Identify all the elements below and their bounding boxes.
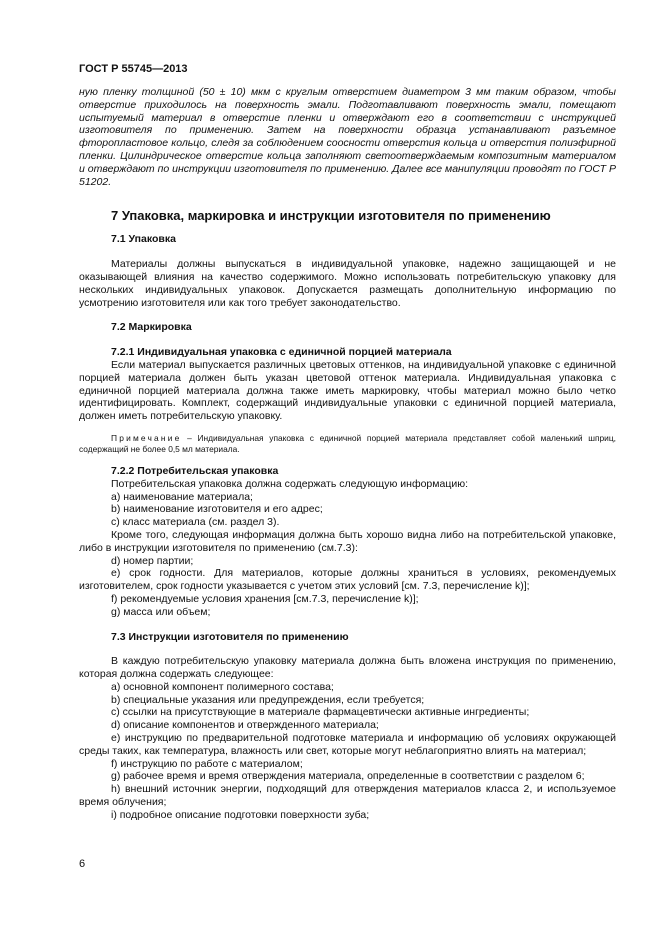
intro-paragraph: ную пленку толщиной (50 ± 10) мкм с круглым отверстием диаметром 3 мм таким образом, чтобы отверстие приходилось на поверхность эмали. Подготавливают поверхность эмали, помещают испытуемый материал в отверстие пленки и отверждают его в соответствии с инструкцией изготовителя по применению. Затем на поверхности образца устанавливают разъемное фторопластовое кольцо, следя за соблюдением соосности отверстия кольца и отверстия полиэфирной пленки. Цилиндрическое отверстие кольца заполняют светоотверждаемым композитным материалом и отверждают по инструкции изготовителя по применению. Далее все манипуляции проводят по ГОСТ Р 51202. — [79, 86, 616, 188]
page-number: 6 — [79, 858, 86, 870]
section-7-2-title: 7.2 Маркировка — [111, 321, 192, 334]
list-item: е) инструкцию по предварительной подготовке материала и информацию об условиях окружающей среды таких, как температура, влажность или свет, которые могут неблагоприятно влиять на материал; — [79, 732, 616, 757]
note-paragraph — [79, 433, 616, 455]
list-item: а) основной компонент полимерного состава; — [111, 680, 334, 693]
list-item: g) рабочее время и время отверждения материала, определенные в соответствии с разделом 6; — [111, 770, 585, 783]
note-text: – Индивидуальная упаковка с единичной порцией материала представляет собой маленький шприц, содержащий не более 0,5 мл материала. — [79, 432, 616, 454]
list-item: а) наименование материала; — [111, 490, 253, 503]
page-content — [79, 86, 616, 822]
section-7-title: 7 Упаковка, маркировка и инструкции изготовителя по применению — [111, 208, 551, 224]
section-7-3-title: 7.3 Инструкции изготовителя по применению — [111, 630, 349, 643]
section-7-2-2-body — [79, 478, 616, 619]
list-item: d) описание компонентов и отвержденного материала; — [111, 719, 379, 732]
list-item: f) инструкцию по работе с материалом; — [111, 757, 303, 770]
list-item: b) наименование изготовителя и его адрес; — [111, 503, 323, 516]
section-7-2-2-title: 7.2.2 Потребительская упаковка — [111, 464, 279, 477]
section-7-2-1-text: Если материал выпускается различных цветовых оттенков, на индивидуальной упаковке с единичной порцией материала должен быть указан цветовой оттенок материала. Индивидуальная упаковка с единичной порцией материала должна также иметь маркировку, чтобы материал можно было четко идентифицировать. Комплект, содержащий индивидуальные упаковки с единичной порцией материала, должен иметь потребительскую упаковку. — [79, 358, 616, 423]
list-item: е) срок годности. Для материалов, которые должны храниться в условиях, рекомендуемых изготовителем, срок годности указывается с учетом этих условий [см. 7.3, перечисление k)]; — [79, 567, 616, 593]
section-7-3-body — [79, 655, 616, 821]
list-item: h) внешний источник энергии, подходящий для отверждения материалов класса 2, и используемое время облучения; — [79, 783, 616, 809]
list-item: f) рекомендуемые условия хранения [см.7.3, перечисление k)]; — [111, 592, 419, 605]
section-7-2-2-middle: Кроме того, следующая информация должна быть хорошо видна либо на потребительской упаковке, либо в инструкции изготовителя по применению (см.7.3): — [79, 528, 616, 554]
list-item: g) масса или объем; — [111, 605, 211, 618]
section-7-2-1-title: 7.2.1 Индивидуальная упаковка с единичной порцией материала — [111, 346, 452, 359]
section-7-2-2-lead: Потребительская упаковка должна содержать следующую информацию: — [111, 477, 468, 490]
note-label: Примечание — [111, 432, 182, 443]
list-item: с) класс материала (см. раздел 3). — [111, 516, 280, 529]
section-7-1-text: Материалы должны выпускаться в индивидуальной упаковке, надежно защищающей и не оказывающей влияния на качество содержимого. Можно использовать потребительскую упаковку для нескольких индивидуальных упаковок. Допускается размещать дополнительную информацию по усмотрению изготовителя или как того требует законодательство. — [79, 258, 616, 309]
list-item: d) номер партии; — [111, 554, 194, 567]
page-header-standard: ГОСТ Р 55745—2013 — [79, 63, 188, 75]
list-item: с) ссылки на присутствующие в материале фармацевтически активные ингредиенты; — [111, 706, 530, 719]
list-item: i) подробное описание подготовки поверхности зуба; — [111, 808, 370, 821]
section-7-3-lead: В каждую потребительскую упаковку материала должна быть вложена инструкция по применению, которая должна содержать следующее: — [79, 655, 616, 681]
list-item: b) специальные указания или предупреждения, если требуется; — [111, 693, 425, 706]
section-7-1-title: 7.1 Упаковка — [111, 233, 176, 246]
